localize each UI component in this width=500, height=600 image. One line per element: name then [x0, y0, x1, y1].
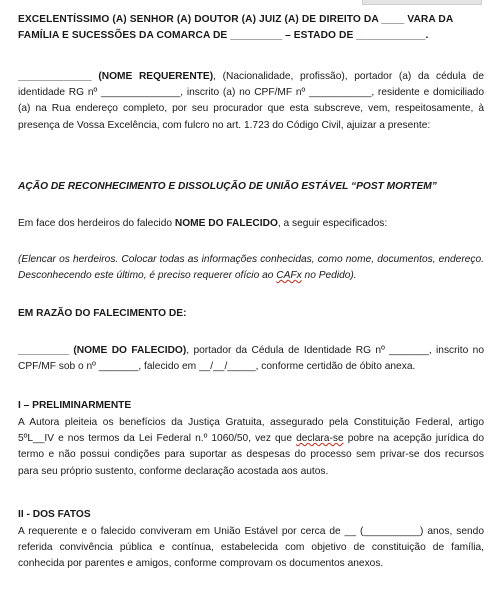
preliminary-text-end: pobre na acepção jurídica do termo e não possui condições para suportar as despesas do processo sem privar-se dos recursos para seu próprio sustento, conforme declaração acostada aos autos. [18, 433, 485, 477]
heirs-instruction-note [18, 252, 484, 284]
plaintiff-name-blank: _____________ [18, 71, 92, 82]
deceased-name-blank: _________ [18, 345, 69, 356]
court-address-line-1: EXCELENTÍSSIMO (A) SENHOR (A) DOUTOR (A) JUIZ (A) DE DIREITO DA ____ VARA DA [18, 14, 454, 25]
section-facts-text: A requerente e o falecido conviveram em União Estável por cerca de __ (__________) anos, sendo referida convivência pública e contínua, estabelecida com objetivo de constituição de família, conhecida por parentes e amigos, conforme comprovam os documentos anexos. [18, 526, 484, 570]
court-address-line-2: FAMÍLIA E SUCESSÕES DA COMARCA DE _________ – ESTADO DE ____________. [18, 30, 429, 42]
section-facts-heading: II - DOS FATOS [18, 509, 91, 520]
action-title: AÇÃO DE RECONHECIMENTO E DISSOLUÇÃO DE UNIÃO ESTÁVEL “POST MORTEM” [18, 181, 437, 192]
declara-se-term: declara-se [296, 433, 344, 445]
preliminary-text-start: A Autora pleiteia os benefícios da Justiça Gratuita, assegurado pela Constituição Federal, artigo 5ºL__IV e nos termos da Lei Federal n.º 1060/50, vez que [18, 417, 484, 445]
section-preliminary-heading: I – PRELIMINARMENTE [18, 400, 132, 411]
deceased-qualification [18, 343, 484, 375]
court-address [18, 12, 484, 44]
plaintiff-qualification-text: , (Nacionalidade, profissão), portador (a) da cédula de identidade RG nº ______________, inscrito (a) no CPF/MF nº ___________, residente e domiciliado (a) na Rua endereço completo, por seu procurador que esta subscreve, vem, respeitosamente, à presença de Vossa Excelência, com fulcro no art. 1.723 do Código Civil, ajuizar a presente: [18, 71, 484, 131]
death-heading: EM RAZÃO DO FALECIMENTO DE: [18, 308, 187, 319]
heirs-suffix: , a seguir especificados: [277, 218, 388, 229]
deceased-qualification-text: , portador da Cédula de Identidade RG nº _______, inscrito no CPF/MF sob o nº _______, falecido em __/__/_____, conforme certidão de óbito anexa. [18, 345, 485, 373]
heirs-note-end: no Pedido). [301, 270, 357, 282]
heirs-paragraph [18, 216, 484, 232]
heirs-prefix: Em face dos herdeiros do falecido [18, 218, 175, 229]
deceased-name: (NOME DO FALECIDO) [69, 345, 187, 356]
deceased-name-inline: NOME DO FALECIDO [174, 218, 278, 229]
plaintiff-name: (NOME REQUERENTE) [91, 71, 214, 82]
heirs-note-text: (Elencar os herdeiros. Colocar todas as informações conhecidas, como nome, documentos, endereço. Desconhecendo este último, é preciso requerer ofício ao [18, 254, 484, 282]
section-preliminary-text [18, 415, 484, 480]
plaintiff-qualification [18, 69, 484, 134]
cafex-term: CAFx [276, 270, 302, 282]
page-edge-strip [362, 0, 482, 5]
